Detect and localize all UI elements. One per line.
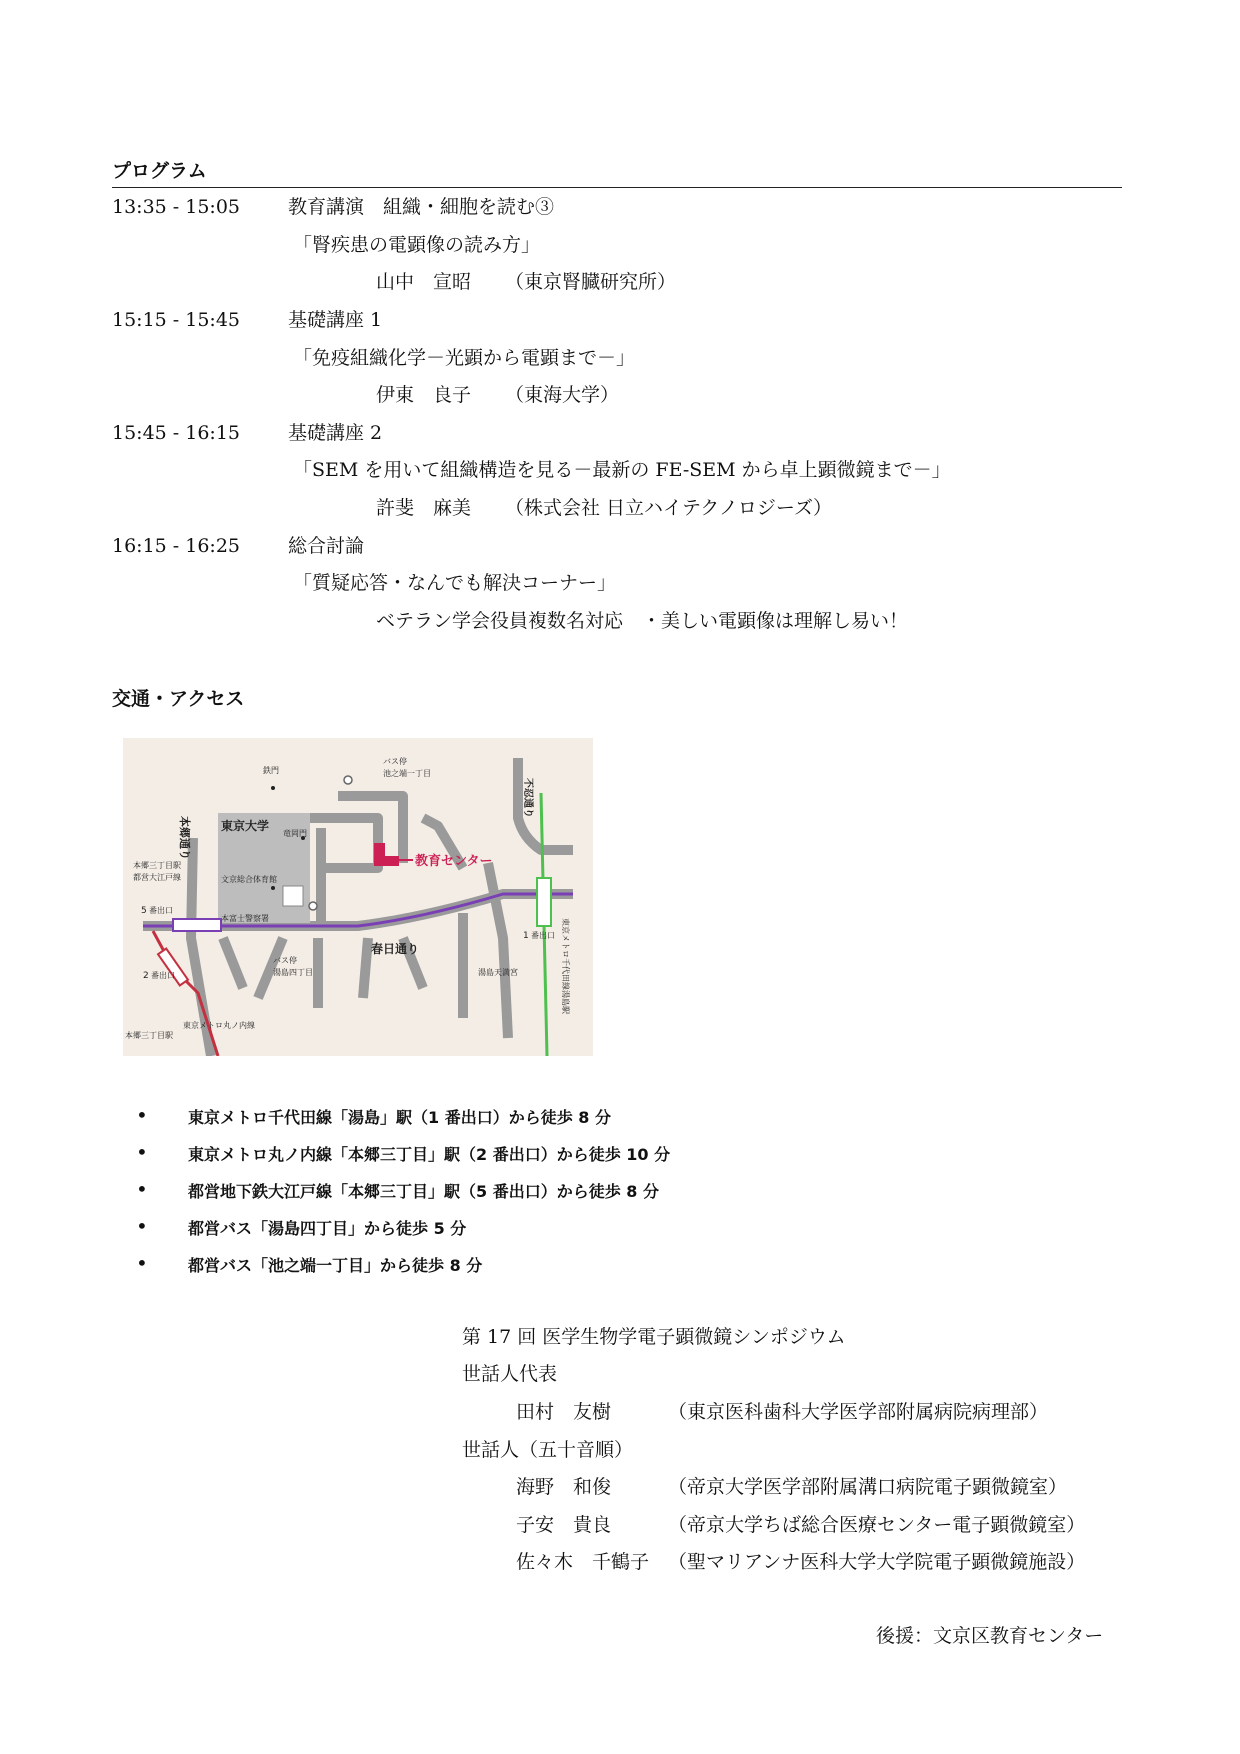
bus-stop-ikenohata: [344, 776, 352, 784]
event-name: 第 17 回 医学生物学電子顕微鏡シンポジウム: [462, 1326, 846, 1348]
bullet: •: [136, 1177, 148, 1201]
session-time: 16:15 - 16:25: [112, 535, 241, 557]
bullet: •: [136, 1251, 148, 1275]
organizer-affiliation: （帝京大学医学部附属溝口病院電子顕微鏡室）: [668, 1476, 1068, 1498]
organizer-affiliation: （聖マリアンナ医科大学大学院電子顕微鏡施設）: [668, 1551, 1086, 1573]
session-speaker: ベテラン学会役員複数名対応 ・美しい電顕像は理解し易い！: [376, 610, 909, 632]
session-type: 基礎講座 1: [288, 309, 383, 331]
map-label-kyoiku-center: 教育センター: [415, 854, 493, 869]
session-affiliation: （株式会社 日立ハイテクノロジーズ）: [505, 497, 832, 519]
session-time: 13:35 - 15:05: [112, 196, 241, 218]
map-label-bus-stop: バス停: [273, 956, 297, 965]
session-title: 「免疫組織化学－光顕から電顕まで－」: [293, 347, 636, 369]
session-type: 基礎講座 2: [288, 422, 383, 444]
map-label-shinobazu-dori: 不忍通り: [522, 778, 533, 818]
oedo-station: [173, 919, 221, 931]
map-label-exit: 5: [141, 906, 147, 916]
map-label-line: 都営大江戸線: [133, 873, 181, 882]
organizer-name: 佐々木 千鶴子: [516, 1551, 650, 1573]
access-item: 東京メトロ丸ノ内線「本郷三丁目」駅（2 番出口）から徒歩 10 分: [188, 1145, 671, 1164]
map-label-exit: 2: [143, 971, 149, 981]
map-label-line: 東京メトロ丸ノ内線: [183, 1021, 255, 1030]
tetsumon-marker: [271, 786, 275, 790]
map-label-bunkyo-gym: 文京総合体育館: [221, 875, 277, 884]
access-item: 都営地下鉄大江戸線「本郷三丁目」駅（5 番出口）から徒歩 8 分: [188, 1182, 659, 1201]
session-time: 15:15 - 15:45: [112, 309, 241, 331]
map-label-bus-stop: バス停: [383, 757, 407, 766]
session-title: 「腎疾患の電顕像の読み方」: [293, 234, 541, 256]
map-label-bus-stop-name: 湯島四丁目: [273, 968, 313, 977]
bullet: •: [136, 1140, 148, 1164]
organizer-affiliation: （東京医科歯科大学医学部附属病院病理部）: [668, 1401, 1049, 1423]
access-item: 都営バス「池之端一丁目」から徒歩 8 分: [188, 1256, 483, 1275]
map-label-kasuga-dori: 春日通り: [371, 942, 420, 956]
heading-rule: [112, 187, 1122, 188]
access-item: 東京メトロ千代田線「湯島」駅（1 番出口）から徒歩 8 分: [188, 1108, 611, 1127]
representative-heading: 世話人代表: [462, 1363, 558, 1385]
members-heading: 世話人（五十音順）: [462, 1439, 634, 1461]
session-affiliation: （東京腎臓研究所）: [505, 271, 677, 293]
map-label-exit: 番出口: [151, 971, 175, 980]
organizer-name: 海野 和俊: [516, 1476, 612, 1498]
session-time: 15:45 - 16:15: [112, 422, 241, 444]
session-type: 総合討論: [288, 535, 365, 557]
program-heading: プログラム: [112, 160, 207, 182]
map-label-police: 本富士警察署: [221, 914, 269, 923]
bullet: •: [136, 1103, 148, 1127]
map-label-exit: 番出口: [149, 906, 173, 915]
access-item: 都営バス「湯島四丁目」から徒歩 5 分: [188, 1219, 467, 1238]
map-label-exit: 番出口: [531, 931, 555, 940]
session-speaker: 伊東 良子: [376, 384, 472, 406]
yushima-station: [537, 878, 551, 926]
map-label-bus-stop-name: 池之端一丁目: [383, 769, 431, 778]
map-label-yushima-tenjin: 湯島天満宮: [478, 968, 518, 977]
gym-block: [283, 886, 303, 906]
map-label-hongo-dori: 本郷通り: [178, 816, 191, 860]
session-title: 「SEM を用いて組織構造を見る－最新の FE-SEM から卓上顕微鏡まで－」: [293, 459, 951, 481]
session-title: 「質疑応答・なんでも解決コーナー」: [293, 572, 617, 594]
map-label-station: 東京メトロ千代田線湯島駅: [561, 918, 570, 1014]
map-label-denryumon: 竜岡門: [283, 829, 307, 838]
sponsor: 後援：文京区教育センター: [876, 1625, 1104, 1647]
access-map: [123, 738, 593, 1056]
organizer-name: 田村 友樹: [516, 1401, 612, 1423]
session-affiliation: （東海大学）: [505, 384, 620, 406]
access-heading: 交通・アクセス: [112, 688, 245, 710]
session-speaker: 許斐 麻美: [376, 497, 472, 519]
map-label-station: 本郷三丁目駅: [133, 861, 181, 870]
session-type: 教育講演 組織・細胞を読む③: [288, 196, 555, 218]
organizer-name: 子安 貴良: [516, 1514, 612, 1536]
session-speaker: 山中 宣昭: [376, 271, 472, 293]
map-label-tetsumon: 鉄門: [263, 766, 279, 775]
map-label-tokyo-univ: 東京大学: [221, 819, 270, 833]
organizer-affiliation: （帝京大学ちば総合医療センター電子顕微鏡室）: [668, 1514, 1086, 1536]
map-label-exit: 1: [523, 931, 529, 941]
gym-marker: [271, 886, 275, 890]
bus-stop-yushima: [309, 902, 317, 910]
map-label-station: 本郷三丁目駅: [125, 1031, 173, 1040]
bullet: •: [136, 1214, 148, 1238]
